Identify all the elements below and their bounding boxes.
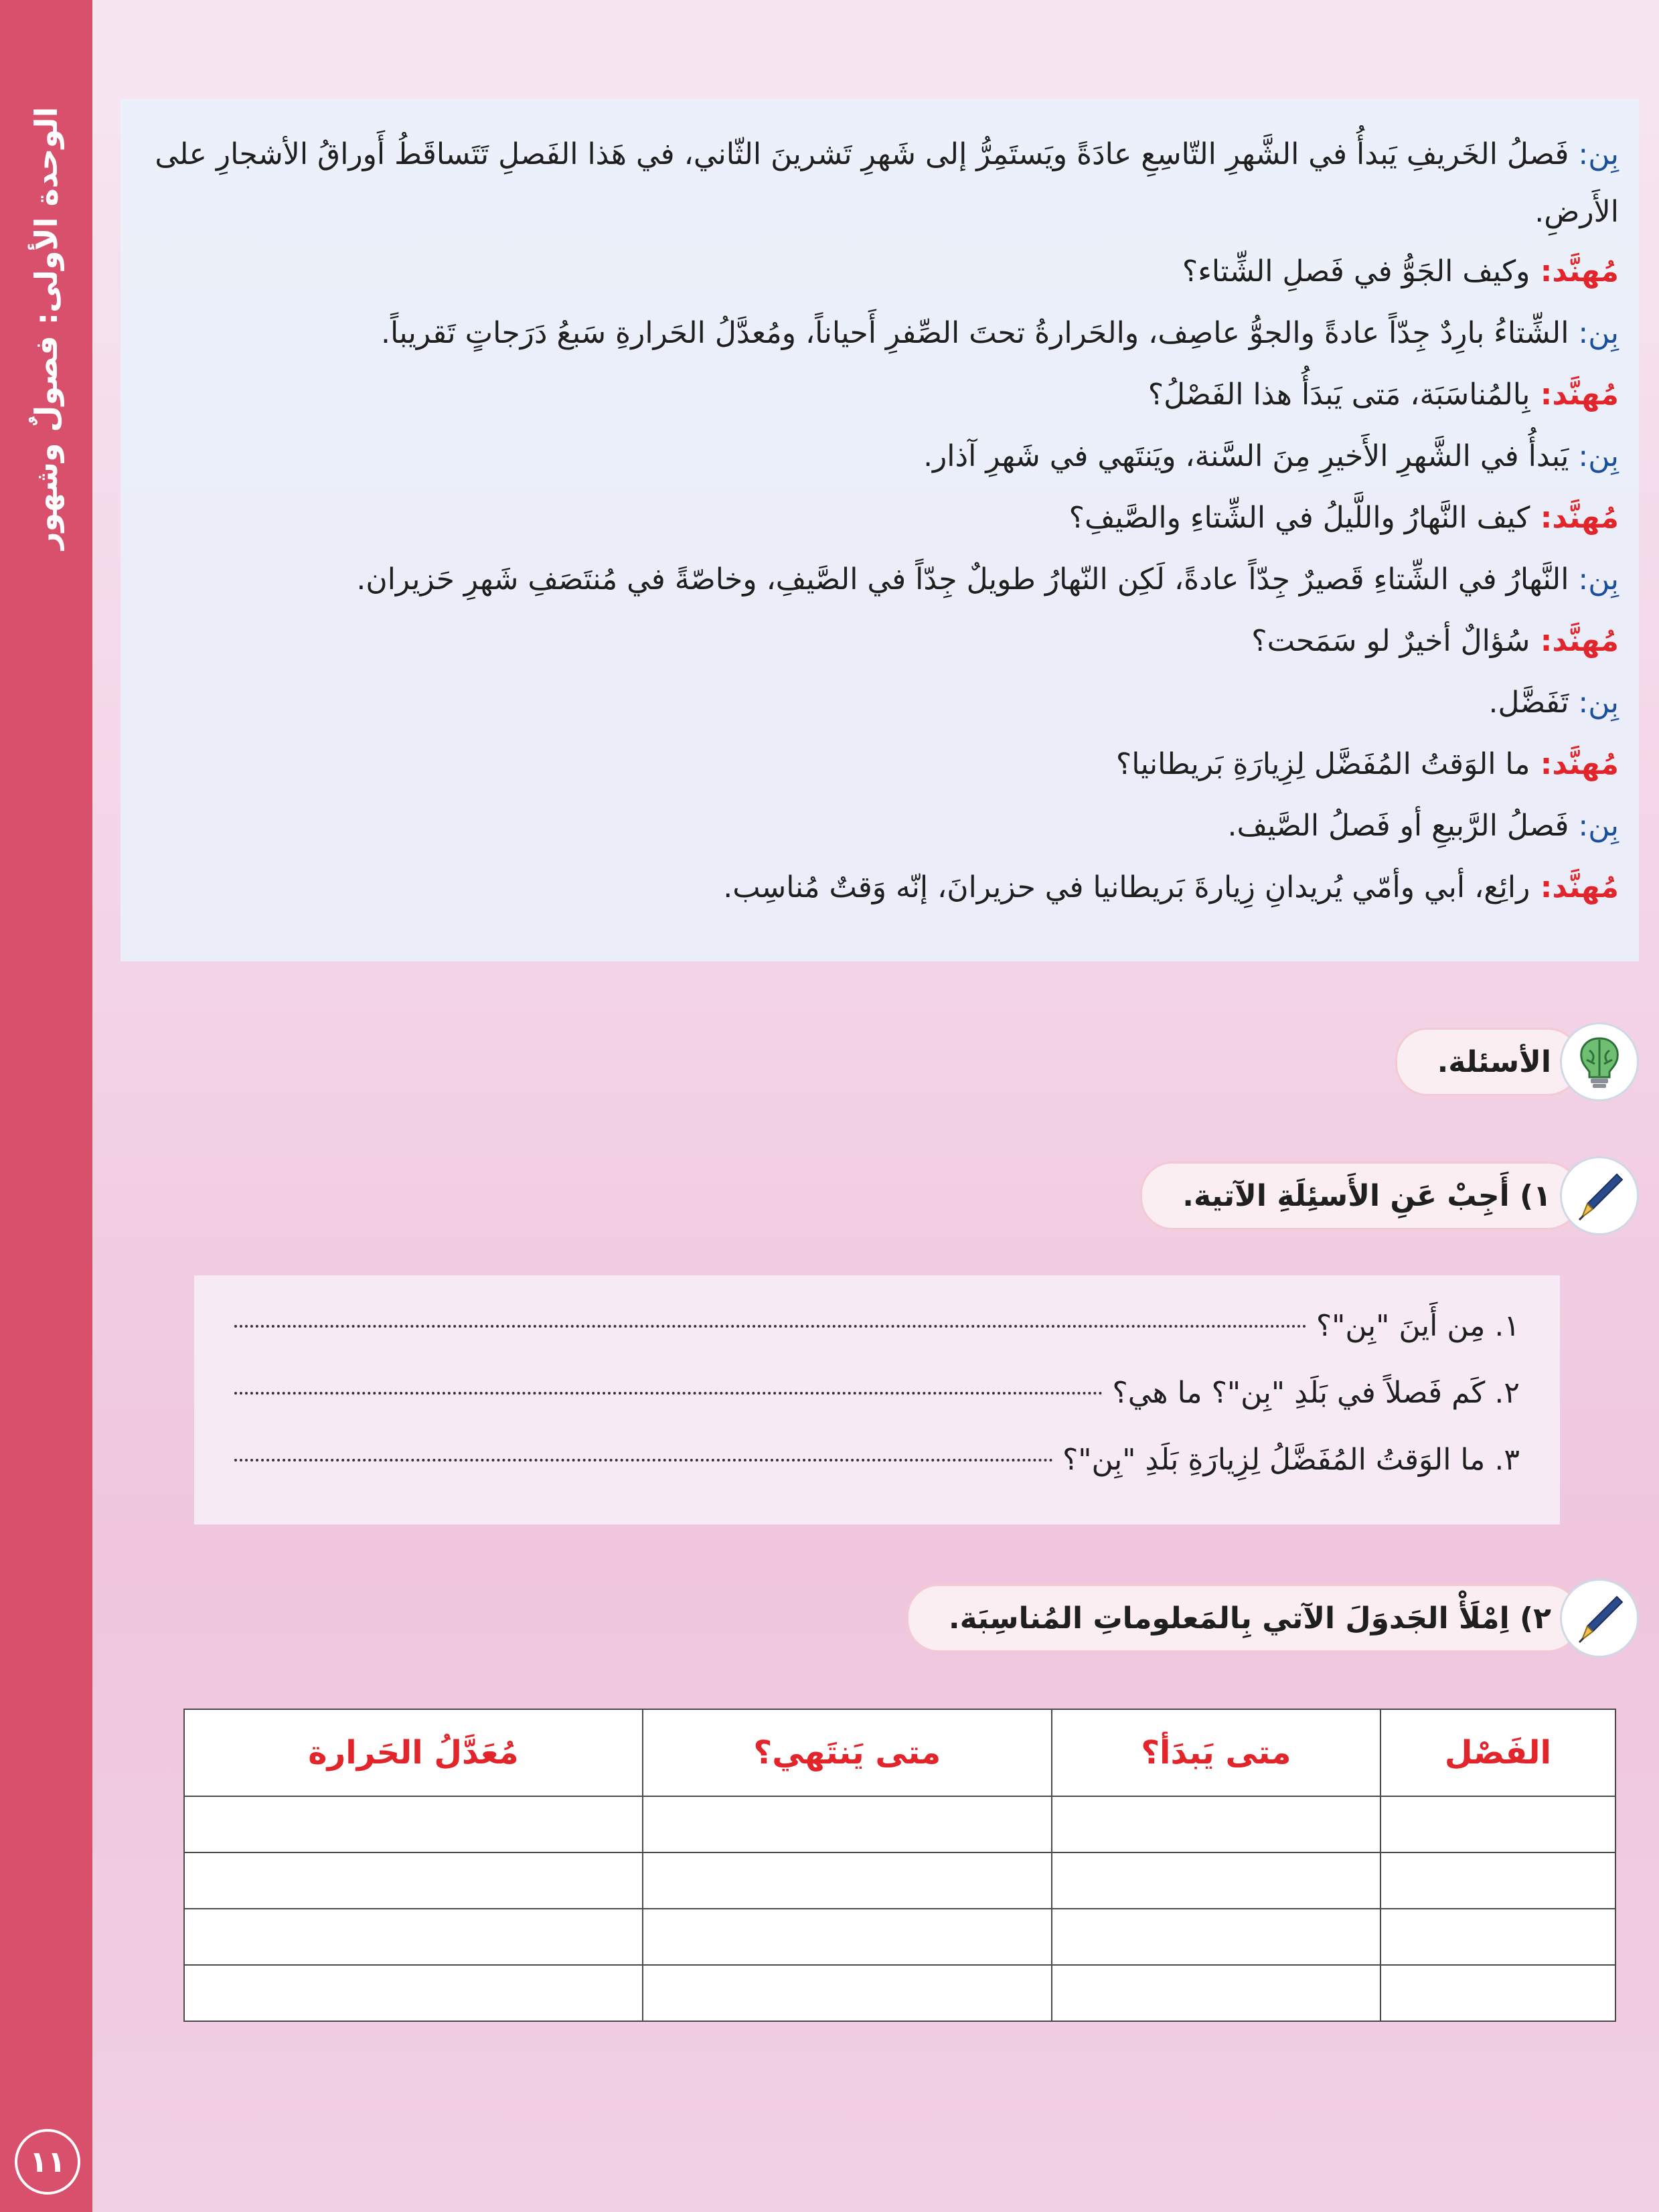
pen-icon: [1560, 1156, 1639, 1235]
exercise1-heading: [1140, 1162, 1580, 1230]
dialogue-line: مُهنَّد: وكيف الجَوُّ في فَصلِ الشِّتاء؟: [1182, 254, 1619, 289]
speaker-muhannad: مُهنَّد: [1552, 378, 1619, 412]
table-row: [184, 1796, 1615, 1852]
dialogue-text: فَصلُ الخَريفِ يَبدأُ في الشَّهرِ التّاسِعِ عادَةً ويَستَمِرُّ إلى شَهرِ تَشرينَ الثّاني، في هَذا الفَصلِ تَتَساقَطُ أَوراقُ الأشجارِ على الأَرضِ.: [155, 137, 1619, 229]
table-cell[interactable]: [643, 1796, 1052, 1852]
dialogue-text: فَصلُ الرَّبيعِ أو فَصلُ الصَّيف.: [1227, 809, 1569, 843]
dialogue-line: مُهنَّد: بِالمُناسَبَة، مَتى يَبدَأُ هذا الفَصْلُ؟: [1148, 378, 1619, 412]
table-row: [184, 1909, 1615, 1965]
table-header: مُعَدَّلُ الحَرارة: [184, 1709, 643, 1796]
table-header-row: [184, 1709, 1615, 1796]
dialogue-line: بِن: فَصلُ الخَريفِ يَبدأُ في الشَّهرِ التّاسِعِ عادَةً ويَستَمِرُّ إلى شَهرِ تَشرينَ الثّاني، في هَذا الفَصلِ تَتَساقَطُ أَوراقُ الأشجارِ على الأَرضِ.: [155, 137, 1619, 229]
side-band: [0, 0, 92, 2212]
table-cell[interactable]: [643, 1965, 1052, 2021]
question-text: ١. مِن أَينَ "بِن"؟: [1316, 1309, 1520, 1343]
table-header: متى يَبدَأ؟: [1052, 1709, 1380, 1796]
question-item: [234, 1376, 1520, 1410]
answer-line[interactable]: [234, 1324, 1307, 1328]
dialogue-line: بِن: تَفَضَّل.: [1488, 686, 1619, 720]
dialogue-text: رائِع، أبي وأمّي يُريدانِ زِيارةَ بَريطانيا في حزيرانَ، إنّه وَقتٌ مُناسِب.: [723, 870, 1530, 904]
table-row: [184, 1852, 1615, 1909]
speaker-ben: بِن: [1588, 686, 1619, 720]
dialogue-text: سُؤالٌ أخيرٌ لو سَمَحت؟: [1251, 624, 1530, 658]
question-item: [234, 1443, 1520, 1477]
exercise1-answer-box: [194, 1275, 1560, 1524]
table-header: متى يَنتَهي؟: [643, 1709, 1052, 1796]
table-header: الفَصْل: [1380, 1709, 1615, 1796]
dialogue-text: يَبدأُ في الشَّهرِ الأَخيرِ مِنَ السَّنة، ويَنتَهي في شَهرِ آذار.: [923, 439, 1569, 473]
table-cell[interactable]: [1380, 1965, 1615, 2021]
dialogue-text: الشِّتاءُ بارِدٌ جِدّاً عادةً والجوُّ عاصِف، والحَرارةُ تحتَ الصِّفرِ أَحياناً، ومُعدَّلُ الحَرارةِ سَبعُ دَرَجاتٍ تَقريباً.: [380, 316, 1569, 350]
speaker-ben: بِن: [1588, 439, 1619, 473]
dialogue-line: بِن: النَّهارُ في الشِّتاءِ قَصيرٌ جِدّاً عادةً، لَكِن النّهارُ طويلٌ جِدّاً في الصَّيفِ، وخاصّةً في مُنتَصَفِ شَهرِ حَزيران.: [356, 562, 1619, 597]
seasons-table: [183, 1709, 1616, 2022]
table-cell[interactable]: [184, 1852, 643, 1909]
dialogue-text: تَفَضَّل.: [1488, 686, 1569, 720]
dialogue-line: مُهنَّد: كيف النَّهارُ واللَّيلُ في الشِّتاءِ والصَّيفِ؟: [1069, 501, 1619, 535]
exercise2-heading: [906, 1584, 1580, 1652]
dialogue-text: ما الوَقتُ المُفَضَّل لِزِيارَةِ بَريطانيا؟: [1115, 747, 1530, 781]
questions-heading: [1395, 1028, 1580, 1096]
question-item: [234, 1309, 1520, 1343]
question-text: ٣. ما الوَقتُ المُفَضَّلُ لِزِيارَةِ بَلَدِ "بِن"؟: [1062, 1443, 1520, 1477]
answer-line[interactable]: [234, 1458, 1053, 1462]
dialogue-line: بِن: فَصلُ الرَّبيعِ أو فَصلُ الصَّيف.: [1227, 809, 1619, 843]
dialogue-line: بِن: الشِّتاءُ بارِدٌ جِدّاً عادةً والجوُّ عاصِف، والحَرارةُ تحتَ الصِّفرِ أَحياناً، ومُعدَّلُ الحَرارةِ سَبعُ دَرَجاتٍ تَقريباً.: [380, 316, 1619, 350]
question-text: ٢. كَم فَصلاً في بَلَدِ "بِن"؟ ما هي؟: [1112, 1376, 1520, 1410]
page-number: ١١: [15, 2129, 80, 2195]
table-cell[interactable]: [184, 1909, 643, 1965]
pen-icon: [1560, 1579, 1639, 1658]
table-cell[interactable]: [1052, 1796, 1380, 1852]
table-cell[interactable]: [643, 1852, 1052, 1909]
dialogue-box: [121, 99, 1639, 961]
table-cell[interactable]: [1380, 1909, 1615, 1965]
dialogue-line: مُهنَّد: رائِع، أبي وأمّي يُريدانِ زِيارةَ بَريطانيا في حزيرانَ، إنّه وَقتٌ مُناسِب.: [723, 870, 1619, 904]
brain-lightbulb-icon: [1560, 1022, 1639, 1101]
exercise2-title: ٢) اِمْلَأْ الجَدوَلَ الآتي بِالمَعلوماتِ المُناسِبَة.: [948, 1601, 1551, 1636]
speaker-muhannad: مُهنَّد: [1552, 624, 1619, 658]
table-cell[interactable]: [184, 1965, 643, 2021]
dialogue-text: وكيف الجَوُّ في فَصلِ الشِّتاء؟: [1182, 254, 1530, 289]
dialogue-line: مُهنَّد: ما الوَقتُ المُفَضَّل لِزِيارَةِ بَريطانيا؟: [1115, 747, 1619, 781]
speaker-muhannad: مُهنَّد: [1552, 747, 1619, 781]
table-cell[interactable]: [184, 1796, 643, 1852]
speaker-muhannad: مُهنَّد: [1552, 870, 1619, 904]
table-cell[interactable]: [1380, 1796, 1615, 1852]
answer-line[interactable]: [234, 1391, 1103, 1395]
speaker-ben: بِن: [1588, 137, 1619, 171]
table-row: [184, 1965, 1615, 2021]
unit-title: الوحدة الأولى: فصولٌ وشهور: [28, 106, 64, 550]
table-cell[interactable]: [1052, 1909, 1380, 1965]
dialogue-text: بِالمُناسَبَة، مَتى يَبدَأُ هذا الفَصْلُ؟: [1148, 378, 1530, 412]
dialogue-text: كيف النَّهارُ واللَّيلُ في الشِّتاءِ والصَّيفِ؟: [1069, 501, 1530, 535]
dialogue-line: بِن: يَبدأُ في الشَّهرِ الأَخيرِ مِنَ السَّنة، ويَنتَهي في شَهرِ آذار.: [923, 439, 1619, 473]
speaker-ben: بِن: [1588, 562, 1619, 597]
table-cell[interactable]: [643, 1909, 1052, 1965]
dialogue-text: النَّهارُ في الشِّتاءِ قَصيرٌ جِدّاً عادةً، لَكِن النّهارُ طويلٌ جِدّاً في الصَّيفِ، وخاصّةً في مُنتَصَفِ شَهرِ حَزيران.: [356, 562, 1569, 597]
dialogue-line: مُهنَّد: سُؤالٌ أخيرٌ لو سَمَحت؟: [1251, 624, 1619, 658]
table-cell[interactable]: [1052, 1852, 1380, 1909]
speaker-muhannad: مُهنَّد: [1552, 254, 1619, 289]
table-cell[interactable]: [1052, 1965, 1380, 2021]
table-cell[interactable]: [1380, 1852, 1615, 1909]
exercise1-title: ١) أَجِبْ عَنِ الأَسئِلَةِ الآتية.: [1182, 1178, 1551, 1213]
speaker-muhannad: مُهنَّد: [1552, 501, 1619, 535]
questions-heading-label: الأسئلة.: [1437, 1044, 1551, 1079]
speaker-ben: بِن: [1588, 316, 1619, 350]
speaker-ben: بِن: [1588, 809, 1619, 843]
dialogue: [119, 99, 1619, 919]
